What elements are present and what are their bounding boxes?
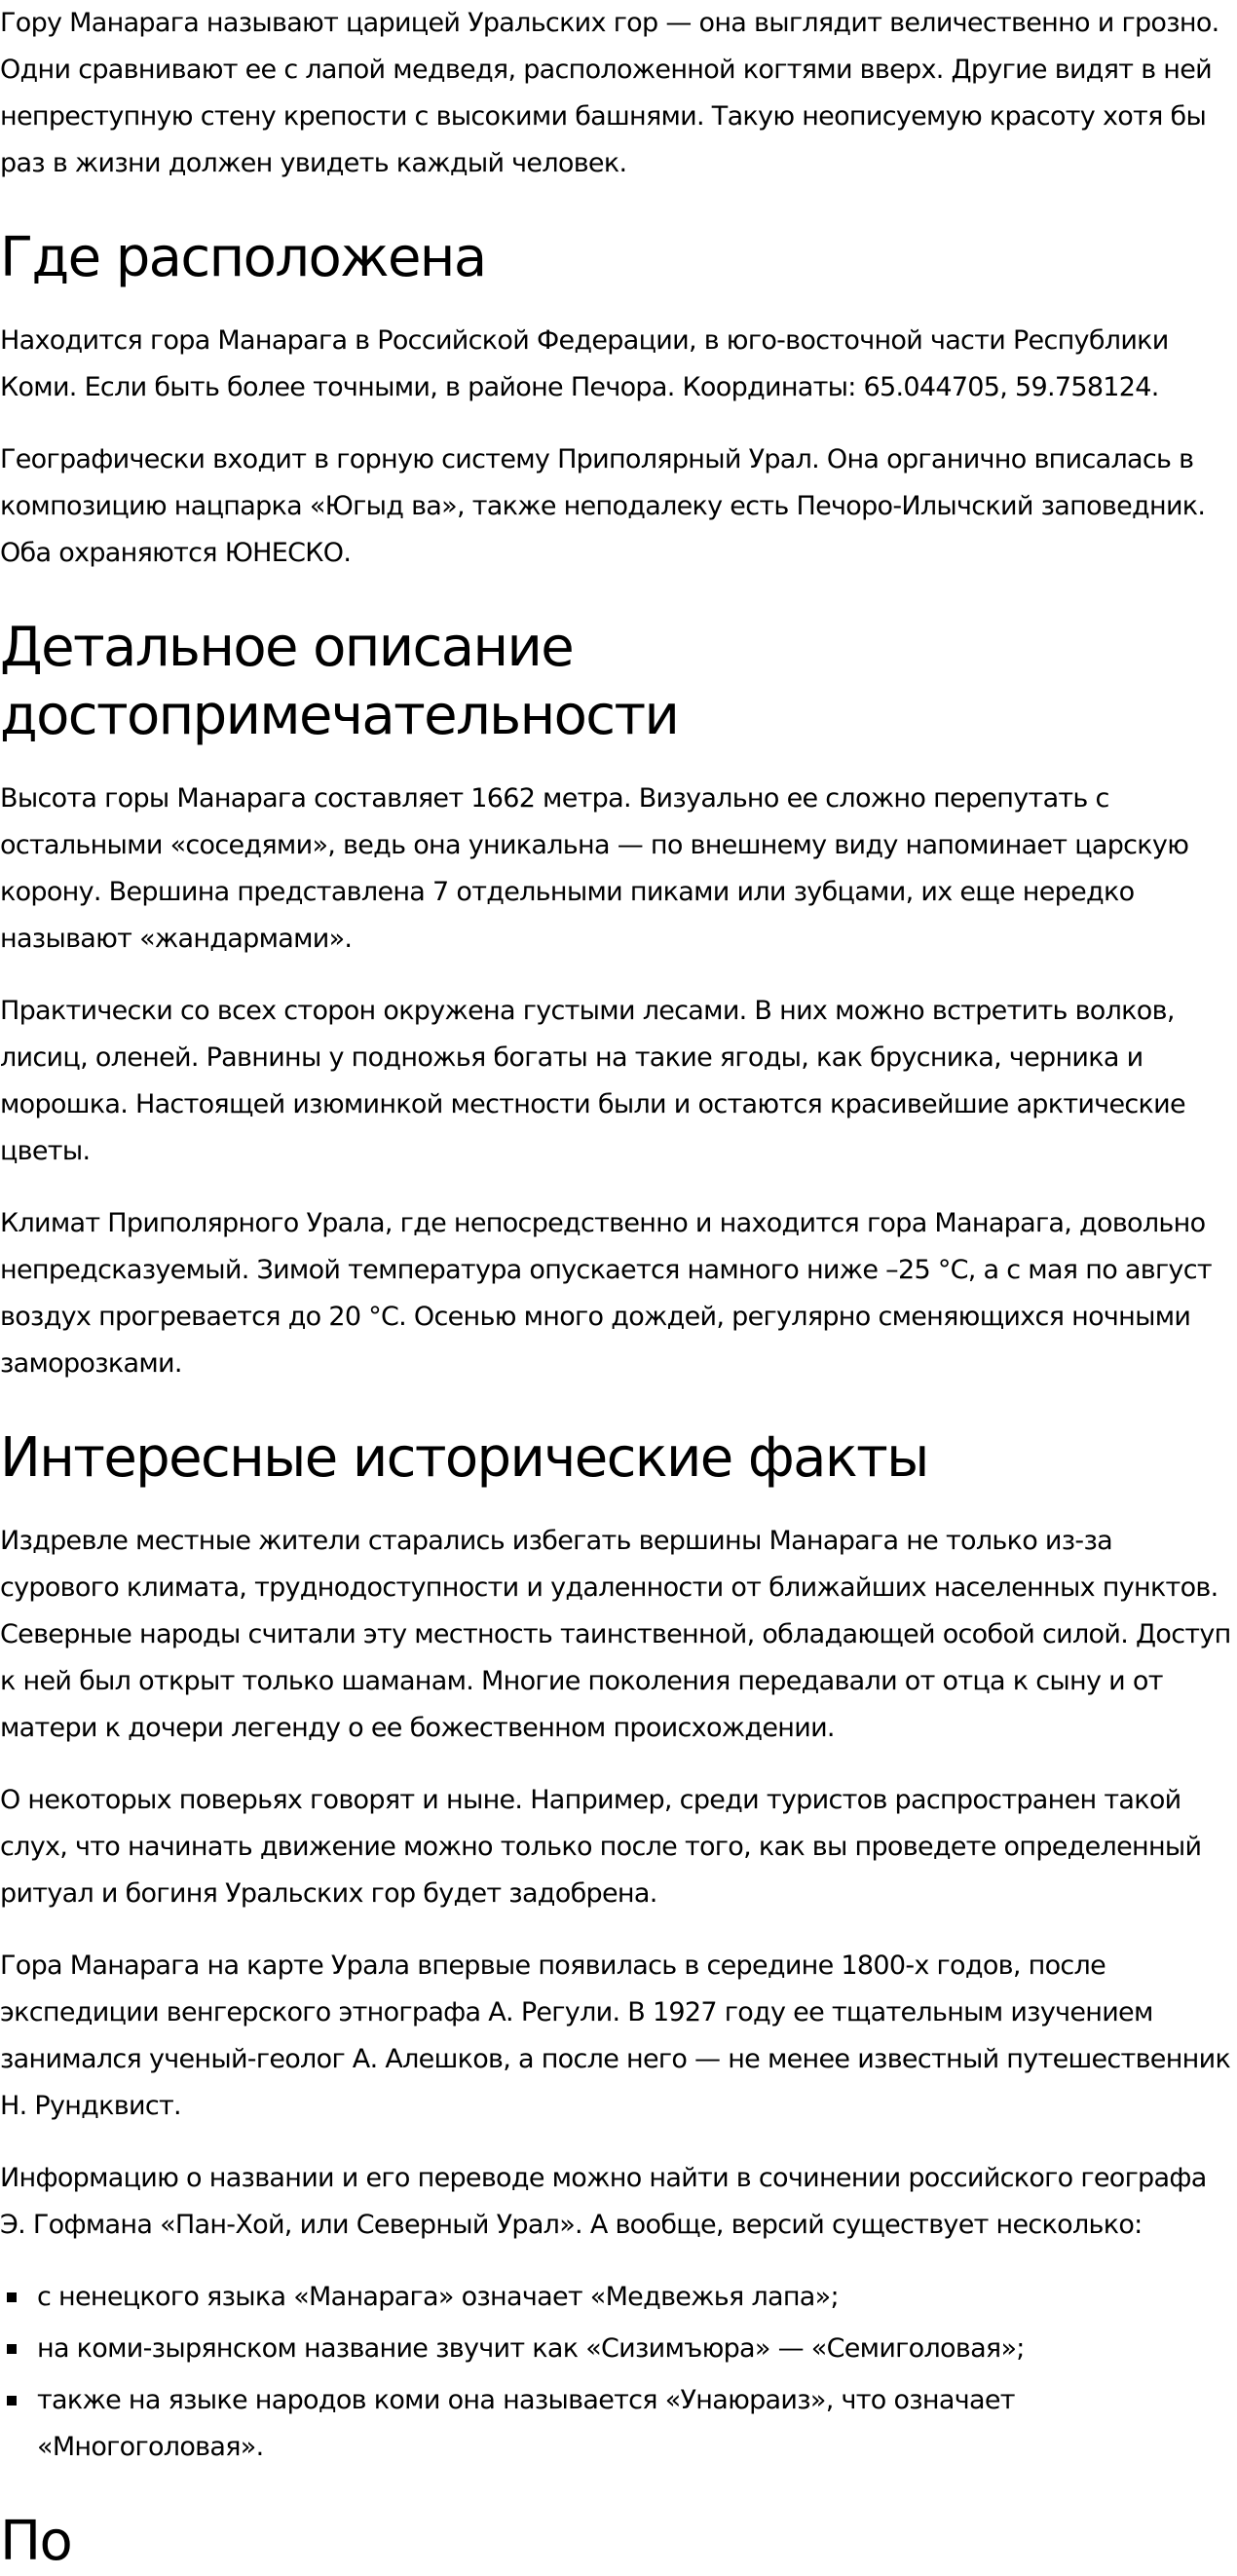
paragraph-history-2: О некоторых поверьях говорят и ныне. Например, среди туристов распространен такой слух, что начинать движение можно только после того, как вы проведете определенный ритуал и богиня Уральских гор будет задобрена. (0, 1785, 1202, 1909)
paragraph-location-2: Географически входит в горную систему Приполярный Урал. Она органично вписалась в композицию нацпарка «Югыд ва», также неподалеку есть Печоро-Илычский заповедник. Оба охраняются ЮНЕСКО. (0, 444, 1206, 568)
list-item (0, 2274, 1237, 2321)
paragraph-location-1: Находится гора Манарага в Российской Федерации, в юго-восточной части Республики Коми. Если быть более точными, в районе Печора. Координаты: 65.044705, 59.758124. (0, 325, 1169, 402)
paragraph-history-3: Гора Манарага на карте Урала впервые появилась в середине 1800-х годов, после экспедиции венгерского этнографа А. Регули. В 1927 году ее тщательным изучением занимался ученый-геолог А. Алешков, а после него — не менее известный путешественник Н. Рундквист. (0, 1951, 1231, 2121)
section-heading-truncated: По (0, 2510, 72, 2573)
list-item-text: с ненецкого языка «Манарага» означает «Медвежья лапа»; (37, 2282, 839, 2312)
list-item-text: на коми-зырянском название звучит как «Сизимъюра» — «Семиголовая»; (37, 2333, 1025, 2364)
paragraph-description-1: Высота горы Манарага составляет 1662 метра. Визуально ее сложно перепутать с остальными «соседями», ведь она уникальна — по внешнему виду напоминает царскую корону. Вершина представлена 7 отдельными пиками или зубцами, их еще нередко называют «жандармами». (0, 783, 1189, 954)
paragraph-history-4: Информацию о названии и его переводе можно найти в сочинении российского географа Э. Гофмана «Пан-Хой, или Северный Урал». А вообще, версий существует несколько: (0, 2163, 1207, 2240)
section-heading-location: Где расположена (0, 226, 486, 289)
paragraph-history-1: Издревле местные жители старались избегать вершины Манарага не только из-за сурового климата, труднодоступности и удаленности от ближайших населенных пунктов. Северные народы считали эту местность таинственной, обладающей особой силой. Доступ к ней был открыт только шаманам. Многие поколения передавали от отца к сыну и от матери к дочери легенду о ее божественном происхождении. (0, 1526, 1231, 1743)
paragraph-description-3: Климат Приполярного Урала, где непосредственно и находится гора Манарага, довольно непредсказуемый. Зимой температура опускается намного ниже –25 °C, а с мая по август воздух прогревается до 20 °C. Осенью много дождей, регулярно сменяющихся ночными заморозками. (0, 1208, 1212, 1379)
list-item (0, 2326, 1237, 2372)
list-item (0, 2377, 1237, 2471)
bullet-square-icon (7, 2344, 17, 2354)
intro-paragraph: Гору Манарага называют царицей Уральских гор — она выглядит величественно и грозно. Одни сравнивают ее с лапой медведя, расположенной когтями вверх. Другие видят в ней непреступную стену крепости с высокими башнями. Такую неописуемую красоту хотя бы раз в жизни должен увидеть каждый человек. (0, 8, 1219, 178)
section-heading-description: Детальное описание достопримечательности (0, 616, 679, 747)
list-item-text: также на языке народов коми она называется «Унаюраиз», что означает «Многоголовая». (37, 2385, 1015, 2462)
paragraph-description-2: Практически со всех сторон окружена густыми лесами. В них можно встретить волков, лисиц, оленей. Равнины у подножья богаты на такие ягоды, как брусника, черника и морошка. Настоящей изюминкой местности были и остаются красивейшие арктические цветы. (0, 996, 1185, 1166)
name-versions-list (0, 2274, 1237, 2471)
bullet-square-icon (7, 2292, 17, 2302)
section-heading-history: Интересные исторические факты (0, 1426, 928, 1490)
bullet-square-icon (7, 2396, 17, 2406)
